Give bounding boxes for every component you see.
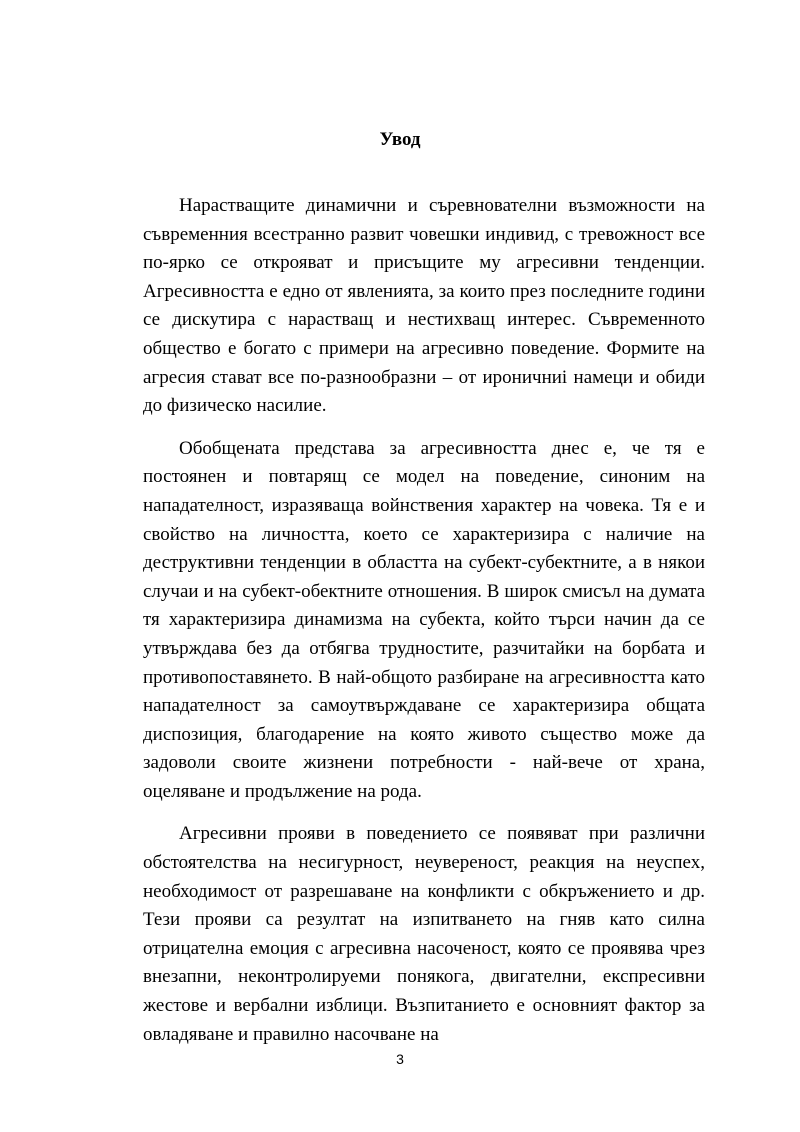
body-text [143, 192, 705, 1063]
page-number: 3 [396, 1051, 404, 1067]
paragraph-1: Нарастващите динамични и съревнователни възможности на съвременния всестранно развит човешки индивид, с тревожност все по-ярко се открояват и присъщите му агресивни тенденции. Агресивността е едно от явленията, за които през последните години се дискутира с нарастващ и нестихващ интерес. Съвременното общество е богато с примери на агресивно поведение. Формите на агресия стават все по-разнообразни – от ироничниi намеци и обиди до физическо насилие. [143, 195, 705, 417]
paragraph-2: Обобщената представа за агресивността днес е, че тя е постоянен и повтарящ се модел на поведение, синоним на нападателност, изразяваща войнствения характер на човека. Тя е и свойство на личността, което се характеризира с наличие на деструктивни тенденции в областта на субект-субектните, а в някои случаи и на субект-обектните отношения. В широк смисъл на думата тя характеризира динамизма на субекта, който търси начин да се утвърждава без да отбягва трудностите, разчитайки на борбата и противопоставянето. В най-общото разбиране на агресивността като нападателност за самоутвърждаване се характеризира общата диспозиция, благодарение на която живото същество може да задоволи своите жизнени потребности - най-вече от храна, оцеляване и продължение на рода. [143, 437, 705, 802]
page-title: Увод [379, 129, 421, 150]
paragraph-3: Агресивни прояви в поведението се появяват при различни обстоятелства на несигурност, неувереност, реакция на неуспех, необходимост от разрешаване на конфликти с обкръжението и др. Тези прояви са резултат на изпитването на гняв като силна отрицателна емоция с агресивна насоченост, която се проявява чрез внезапни, неконтролируеми понякога, двигателни, експресивни жестове и вербални изблици. Възпитанието е основният фактор за овладяване и правилно насочване на [143, 823, 705, 1045]
